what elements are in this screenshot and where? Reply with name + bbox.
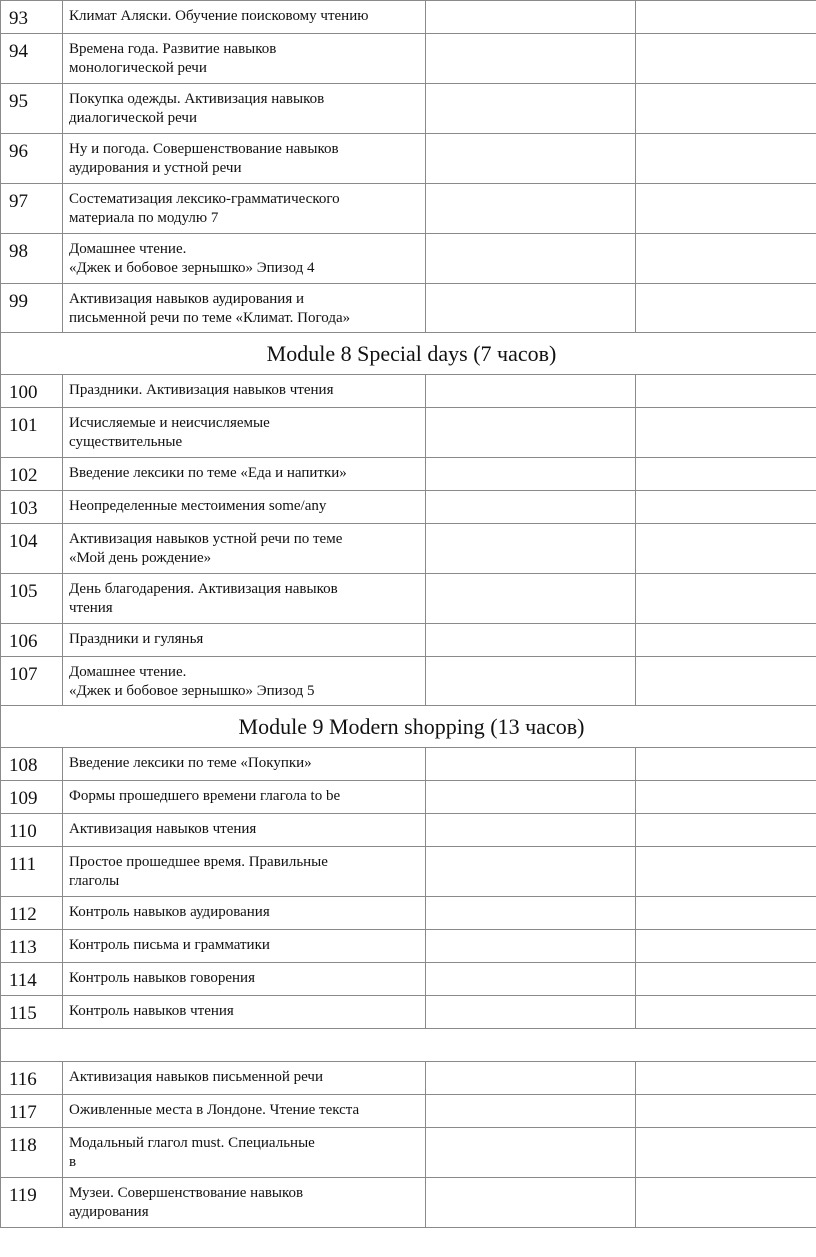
- date-cell: [426, 84, 636, 134]
- lesson-topic: Активизация навыков чтения: [63, 814, 426, 847]
- date-cell: [426, 814, 636, 847]
- table-row: [1, 1095, 816, 1128]
- table-row: [1, 408, 816, 458]
- table-row: [1, 84, 816, 134]
- table-row: [1, 574, 816, 624]
- lesson-number: 113: [1, 930, 63, 963]
- lesson-number: 114: [1, 963, 63, 996]
- notes-cell: [636, 748, 816, 781]
- lesson-number: 99: [1, 284, 63, 333]
- table-row: [1, 930, 816, 963]
- lesson-topic: Активизация навыков письменной речи: [63, 1062, 426, 1095]
- lesson-topic: Контроль навыков говорения: [63, 963, 426, 996]
- module-title: Module 8 Special days (7 часов): [1, 333, 816, 375]
- date-cell: [426, 284, 636, 333]
- notes-cell: [636, 574, 816, 624]
- date-cell: [426, 524, 636, 574]
- lesson-topic: Исчисляемые и неисчисляемые существительные: [63, 408, 426, 458]
- lesson-topic: Времена года. Развитие навыков монологической речи: [63, 34, 426, 84]
- lesson-topic: Праздники и гулянья: [63, 624, 426, 657]
- date-cell: [426, 847, 636, 897]
- table-row: [1, 184, 816, 234]
- table-row: [1, 1128, 816, 1178]
- table-row: [1, 748, 816, 781]
- lesson-topic: Контроль письма и грамматики: [63, 930, 426, 963]
- notes-cell: [636, 375, 816, 408]
- notes-cell: [636, 284, 816, 333]
- lesson-topic: Домашнее чтение. «Джек и бобовое зернышко» Эпизод 4: [63, 234, 426, 284]
- date-cell: [426, 897, 636, 930]
- lesson-number: 105: [1, 574, 63, 624]
- blank-cell: [1, 1029, 816, 1062]
- lesson-number: 95: [1, 84, 63, 134]
- table-row: [1, 234, 816, 284]
- module-header-row: [1, 706, 816, 748]
- lesson-topic: Праздники. Активизация навыков чтения: [63, 375, 426, 408]
- table-row: [1, 134, 816, 184]
- lesson-number: 119: [1, 1178, 63, 1228]
- date-cell: [426, 408, 636, 458]
- lesson-number: 112: [1, 897, 63, 930]
- lesson-topic: Музеи. Совершенствование навыков аудирования: [63, 1178, 426, 1228]
- lesson-number: 103: [1, 491, 63, 524]
- lesson-number: 106: [1, 624, 63, 657]
- table-row: [1, 1, 816, 34]
- table-row: [1, 897, 816, 930]
- date-cell: [426, 930, 636, 963]
- notes-cell: [636, 996, 816, 1029]
- lesson-number: 101: [1, 408, 63, 458]
- date-cell: [426, 1178, 636, 1228]
- lesson-topic: Контроль навыков чтения: [63, 996, 426, 1029]
- table-row: [1, 375, 816, 408]
- table-row: [1, 847, 816, 897]
- notes-cell: [636, 814, 816, 847]
- notes-cell: [636, 134, 816, 184]
- date-cell: [426, 996, 636, 1029]
- lesson-topic: Ну и погода. Совершенствование навыков аудирования и устной речи: [63, 134, 426, 184]
- lesson-number: 102: [1, 458, 63, 491]
- date-cell: [426, 234, 636, 284]
- date-cell: [426, 781, 636, 814]
- lesson-topic: Введение лексики по теме «Покупки»: [63, 748, 426, 781]
- lesson-topic: Климат Аляски. Обучение поисковому чтению: [63, 1, 426, 34]
- lesson-number: 111: [1, 847, 63, 897]
- table-row: [1, 963, 816, 996]
- date-cell: [426, 1, 636, 34]
- lesson-topic: Активизация навыков аудирования и письменной речи по теме «Климат. Погода»: [63, 284, 426, 333]
- notes-cell: [636, 930, 816, 963]
- table-row: [1, 458, 816, 491]
- table-row: [1, 657, 816, 706]
- lesson-number: 100: [1, 375, 63, 408]
- module-title: Module 9 Modern shopping (13 часов): [1, 706, 816, 748]
- lesson-topic: Активизация навыков устной речи по теме «Мой день рождение»: [63, 524, 426, 574]
- lesson-number: 104: [1, 524, 63, 574]
- blank-row: [1, 1029, 816, 1062]
- notes-cell: [636, 84, 816, 134]
- table-row: [1, 491, 816, 524]
- table-row: [1, 1178, 816, 1228]
- lesson-topic: Неопределенные местоимения some/any: [63, 491, 426, 524]
- notes-cell: [636, 234, 816, 284]
- date-cell: [426, 458, 636, 491]
- date-cell: [426, 491, 636, 524]
- lesson-number: 117: [1, 1095, 63, 1128]
- table-row: [1, 524, 816, 574]
- lesson-number: 109: [1, 781, 63, 814]
- notes-cell: [636, 1095, 816, 1128]
- lesson-number: 94: [1, 34, 63, 84]
- date-cell: [426, 574, 636, 624]
- notes-cell: [636, 781, 816, 814]
- lesson-topic: Формы прошедшего времени глагола to be: [63, 781, 426, 814]
- lesson-topic: Покупка одежды. Активизация навыков диалогической речи: [63, 84, 426, 134]
- notes-cell: [636, 1062, 816, 1095]
- date-cell: [426, 134, 636, 184]
- date-cell: [426, 1128, 636, 1178]
- lesson-topic: Домашнее чтение. «Джек и бобовое зернышко» Эпизод 5: [63, 657, 426, 706]
- lesson-number: 108: [1, 748, 63, 781]
- lesson-topic: Введение лексики по теме «Еда и напитки»: [63, 458, 426, 491]
- notes-cell: [636, 524, 816, 574]
- notes-cell: [636, 458, 816, 491]
- lesson-number: 115: [1, 996, 63, 1029]
- lesson-number: 97: [1, 184, 63, 234]
- notes-cell: [636, 491, 816, 524]
- table-row: [1, 624, 816, 657]
- notes-cell: [636, 963, 816, 996]
- date-cell: [426, 375, 636, 408]
- notes-cell: [636, 847, 816, 897]
- notes-cell: [636, 34, 816, 84]
- lesson-number: 118: [1, 1128, 63, 1178]
- notes-cell: [636, 1128, 816, 1178]
- table-row: [1, 814, 816, 847]
- lesson-topic: Контроль навыков аудирования: [63, 897, 426, 930]
- date-cell: [426, 748, 636, 781]
- lesson-number: 110: [1, 814, 63, 847]
- notes-cell: [636, 1, 816, 34]
- lesson-number: 116: [1, 1062, 63, 1095]
- lesson-number: 96: [1, 134, 63, 184]
- lesson-topic: Модальный глагол must. Специальные в: [63, 1128, 426, 1178]
- date-cell: [426, 1095, 636, 1128]
- notes-cell: [636, 624, 816, 657]
- date-cell: [426, 624, 636, 657]
- lesson-topic: Состематизация лексико-грамматического материала по модулю 7: [63, 184, 426, 234]
- notes-cell: [636, 184, 816, 234]
- table-row: [1, 284, 816, 333]
- notes-cell: [636, 408, 816, 458]
- lesson-topic: Оживленные места в Лондоне. Чтение текста: [63, 1095, 426, 1128]
- notes-cell: [636, 1178, 816, 1228]
- date-cell: [426, 184, 636, 234]
- table-row: [1, 1062, 816, 1095]
- table-row: [1, 781, 816, 814]
- notes-cell: [636, 657, 816, 706]
- notes-cell: [636, 897, 816, 930]
- lesson-number: 107: [1, 657, 63, 706]
- date-cell: [426, 657, 636, 706]
- table-row: [1, 34, 816, 84]
- lesson-number: 98: [1, 234, 63, 284]
- lesson-number: 93: [1, 1, 63, 34]
- lesson-topic: День благодарения. Активизация навыков чтения: [63, 574, 426, 624]
- module-header-row: [1, 333, 816, 375]
- table-row: [1, 996, 816, 1029]
- lesson-topic: Простое прошедшее время. Правильные глаголы: [63, 847, 426, 897]
- date-cell: [426, 1062, 636, 1095]
- date-cell: [426, 963, 636, 996]
- date-cell: [426, 34, 636, 84]
